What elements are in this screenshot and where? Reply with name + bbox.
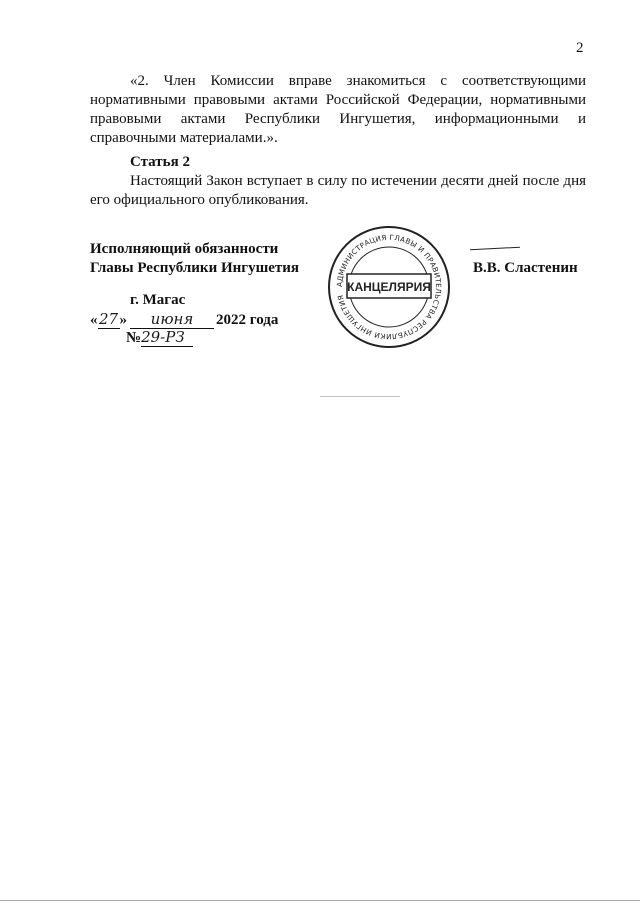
signing-date xyxy=(90,310,278,329)
signatory-name: В.В. Сластенин xyxy=(473,260,578,276)
signatory-title-line2: Главы Республики Ингушетия xyxy=(90,260,300,276)
date-month: июня xyxy=(130,310,214,329)
scan-artifact xyxy=(0,900,640,901)
office-stamp xyxy=(327,225,451,349)
page-number: 2 xyxy=(576,40,584,56)
law-number xyxy=(126,328,193,347)
place-of-signing: г. Магас xyxy=(130,292,186,308)
signature-stroke xyxy=(470,247,520,251)
scan-artifact xyxy=(320,396,400,397)
signatory-title-line1: Исполняющий обязанности xyxy=(90,241,279,257)
stamp-ring-text: АДМИНИСТРАЦИЯ ГЛАВЫ И ПРАВИТЕЛЬСТВА РЕСПУБЛИКИ ИНГУШЕТИЯ xyxy=(334,232,444,342)
date-open-quote: « xyxy=(90,312,98,328)
stamp-center-text: КАНЦЕЛЯРИЯ xyxy=(347,280,431,294)
article-heading: Статья 2 xyxy=(130,154,190,170)
law-number-value: 29-РЗ xyxy=(141,328,193,347)
amendment-paragraph: «2. Член Комиссии вправе знакомиться с соответствующими нормативными правовыми актами Российской Федерации, нормативными правовыми актами Республики Ингушетия, информационными и справочными материалами.». xyxy=(90,73,586,146)
law-number-prefix: № xyxy=(126,330,142,346)
date-close-quote: » xyxy=(119,312,127,328)
article-text: Настоящий Закон вступает в силу по истечении десяти дней после дня его официального опубликования. xyxy=(90,173,586,208)
signatory-title xyxy=(90,240,299,278)
date-year: 2022 года xyxy=(216,312,279,328)
date-day: 27 xyxy=(98,310,119,328)
